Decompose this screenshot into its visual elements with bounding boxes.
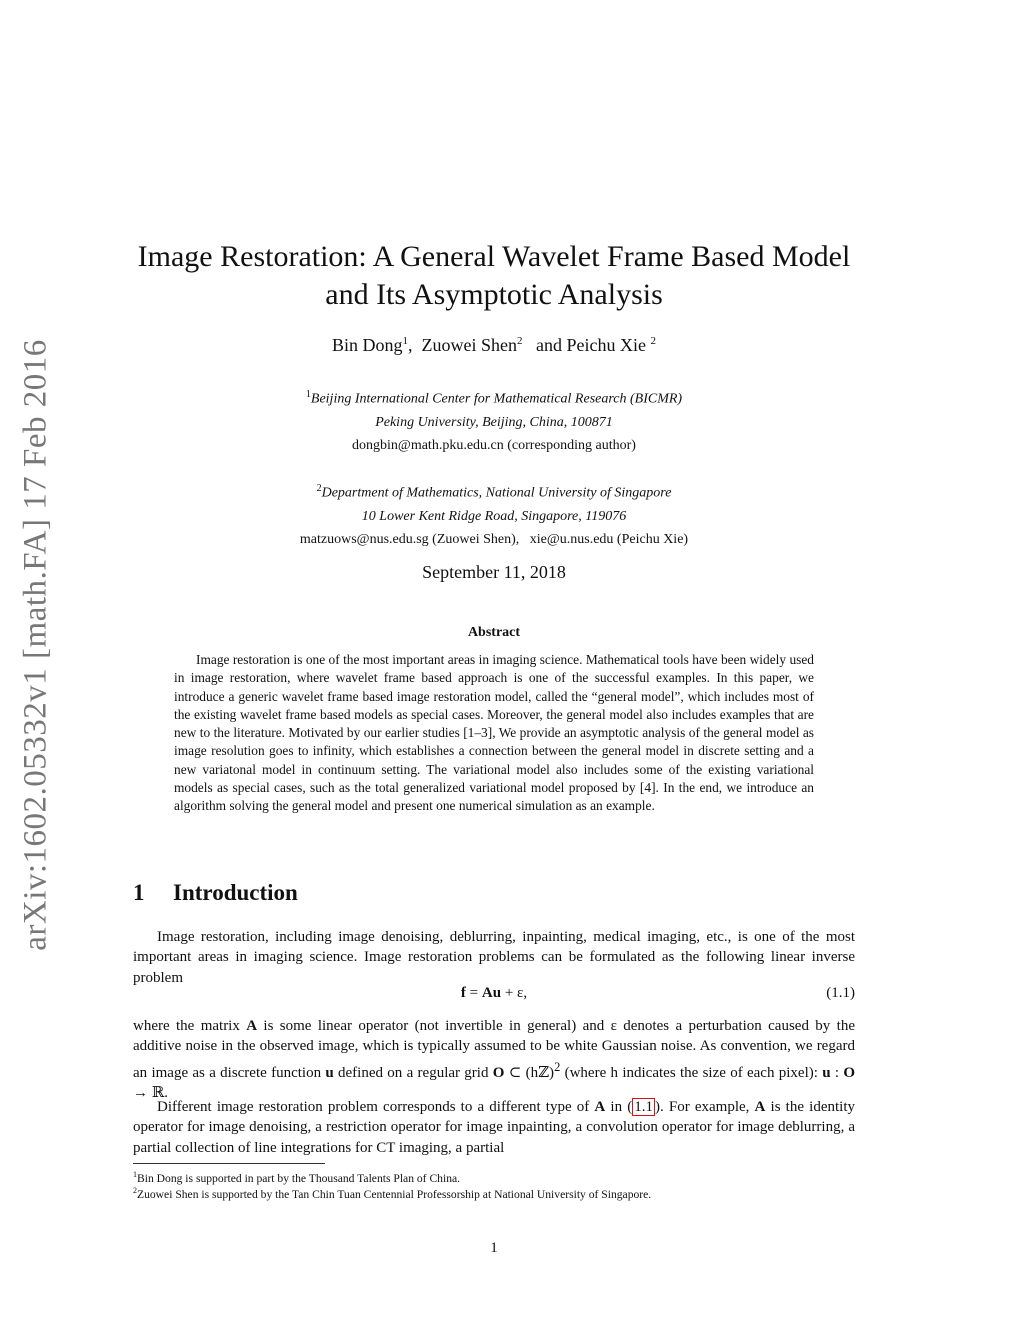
text-run: ). For example,	[654, 1099, 755, 1115]
affil-address: 10 Lower Kent Ridge Road, Singapore, 119076	[361, 508, 627, 524]
affiliation-2	[130, 477, 858, 551]
footnote-divider	[133, 1163, 325, 1164]
text-run: in (	[605, 1099, 633, 1115]
footnote-2	[133, 1183, 855, 1203]
text-run: is some linear operator (not invertible in general) and ε denotes a perturbation caused by the additive noise in the observed image, which is typically assumed to be white Gaussian noise. As convention, we regard an image as a discrete function	[133, 1018, 855, 1081]
affiliation-1	[130, 383, 858, 457]
affil-email[interactable]: dongbin@math.pku.edu.cn (corresponding author)	[352, 437, 636, 453]
section-number: 1	[133, 880, 145, 905]
text-run: where the matrix	[133, 1018, 247, 1034]
author-name: Zuowei Shen	[421, 335, 517, 355]
math-symbol: u	[325, 1064, 334, 1081]
text-run: → ℝ.	[133, 1085, 168, 1102]
eq-sign: =	[465, 985, 482, 1001]
affil-institution: Department of Mathematics, National University of Singapore	[321, 485, 672, 501]
title-line-1: Image Restoration: A General Wavelet Frame Based Model	[137, 240, 851, 273]
math-symbol: O	[843, 1064, 855, 1081]
author-affil-mark: 1	[402, 335, 409, 347]
eq-rest: + ε,	[501, 985, 528, 1001]
text-run: Different image restoration problem corresponds to a different type of	[157, 1099, 595, 1115]
footnote-mark: 2	[133, 1186, 137, 1195]
math-symbol: A	[594, 1099, 606, 1115]
affil-mark: 1	[305, 389, 311, 400]
equation-body	[133, 985, 855, 1002]
affil-institution: Beijing International Center for Mathematical Research (BICMR)	[310, 391, 683, 407]
math-symbol: A	[754, 1099, 766, 1115]
affil-address: Peking University, Beijing, China, 100871	[375, 414, 613, 430]
footnote-mark: 1	[133, 1170, 137, 1179]
intro-paragraph-2	[133, 1016, 855, 1104]
math-symbol: O	[492, 1064, 505, 1081]
math-symbol: u	[822, 1064, 831, 1081]
equation-label: (1.1)	[826, 985, 855, 1001]
affil-mark: 2	[316, 483, 322, 494]
page-number: 1	[490, 1240, 498, 1256]
text-run: is the identity operator for image denoising, a restriction operator for image inpainting, a convolution operator for image deblurring, a partial collection of line integrations for CT imaging, a partial	[133, 1099, 855, 1156]
abstract-text: Image restoration is one of the most important areas in imaging science. Mathematical tools have been widely used in image restoration, where wavelet frame based approach is one of the successful examples. In this paper, we introduce a generic wavelet frame based image restoration model, called the “general model”, which includes most of the existing wavelet frame based models as special cases. Moreover, the general model also includes examples that are new to the literature. Motivated by our earlier studies [1–3], We provide an asymptotic analysis of the general model as image resolution goes to infinity, which establishes a connection between the general model in discrete setting and a new variatonal model in continuum setting. The variational model also includes some of the existing variational models as special cases, such as the total generalized variational model proposed by [4]. In the end, we introduce an algorithm solving the general model and present one numerical simulation as an example.	[174, 652, 814, 814]
author-name: Peichu Xie	[566, 335, 646, 355]
text-run: :	[830, 1064, 844, 1081]
arxiv-identifier[interactable]: arXiv:1602.05332v1 [math.FA] 17 Feb 2016	[17, 339, 54, 951]
intro-paragraph-1: Image restoration, including image denoising, deblurring, inpainting, medical imaging, etc., is one of the most important areas in imaging science. Image restoration problems can be formulated as the following linear inverse problem	[133, 929, 855, 986]
arxiv-sidebar	[6, 330, 66, 960]
abstract-heading: Abstract	[467, 625, 521, 640]
paper-date: September 11, 2018	[422, 562, 566, 582]
math-symbol: A	[246, 1018, 258, 1034]
author-affil-mark: 2	[650, 335, 656, 347]
author-name: Bin Dong	[332, 335, 403, 355]
equation-1-1	[133, 985, 855, 1007]
footnote-text: Zuowei Shen is supported by the Tan Chin Tuan Centennial Professorship at National University of Singapore.	[137, 1187, 652, 1201]
equation-reference-link[interactable]: 1.1	[634, 1099, 653, 1115]
author-list	[130, 335, 858, 356]
footnote-text: Bin Dong is supported in part by the Thousand Talents Plan of China.	[137, 1171, 461, 1185]
text-run: ⊂ (hℤ)	[504, 1064, 555, 1081]
text-run: defined on a regular grid	[333, 1064, 493, 1081]
affil-email[interactable]: matzuows@nus.edu.sg (Zuowei Shen), xie@u.nus.edu (Peichu Xie)	[299, 531, 689, 547]
author-separator: and	[522, 335, 567, 355]
math-exponent: 2	[554, 1059, 561, 1074]
paper-title	[130, 238, 858, 314]
eq-variable: u	[492, 985, 502, 1001]
author-affil-mark: 2	[517, 335, 523, 347]
section-heading	[133, 880, 298, 906]
intro-paragraph-3	[133, 1097, 855, 1158]
title-line-2: and Its Asymptotic Analysis	[325, 278, 663, 311]
section-title: Introduction	[173, 880, 298, 905]
eq-operator: A	[481, 985, 493, 1001]
eq-lhs: f	[460, 985, 466, 1001]
author-separator: ,	[408, 335, 422, 355]
text-run: (where h indicates the size of each pixel):	[560, 1064, 823, 1081]
